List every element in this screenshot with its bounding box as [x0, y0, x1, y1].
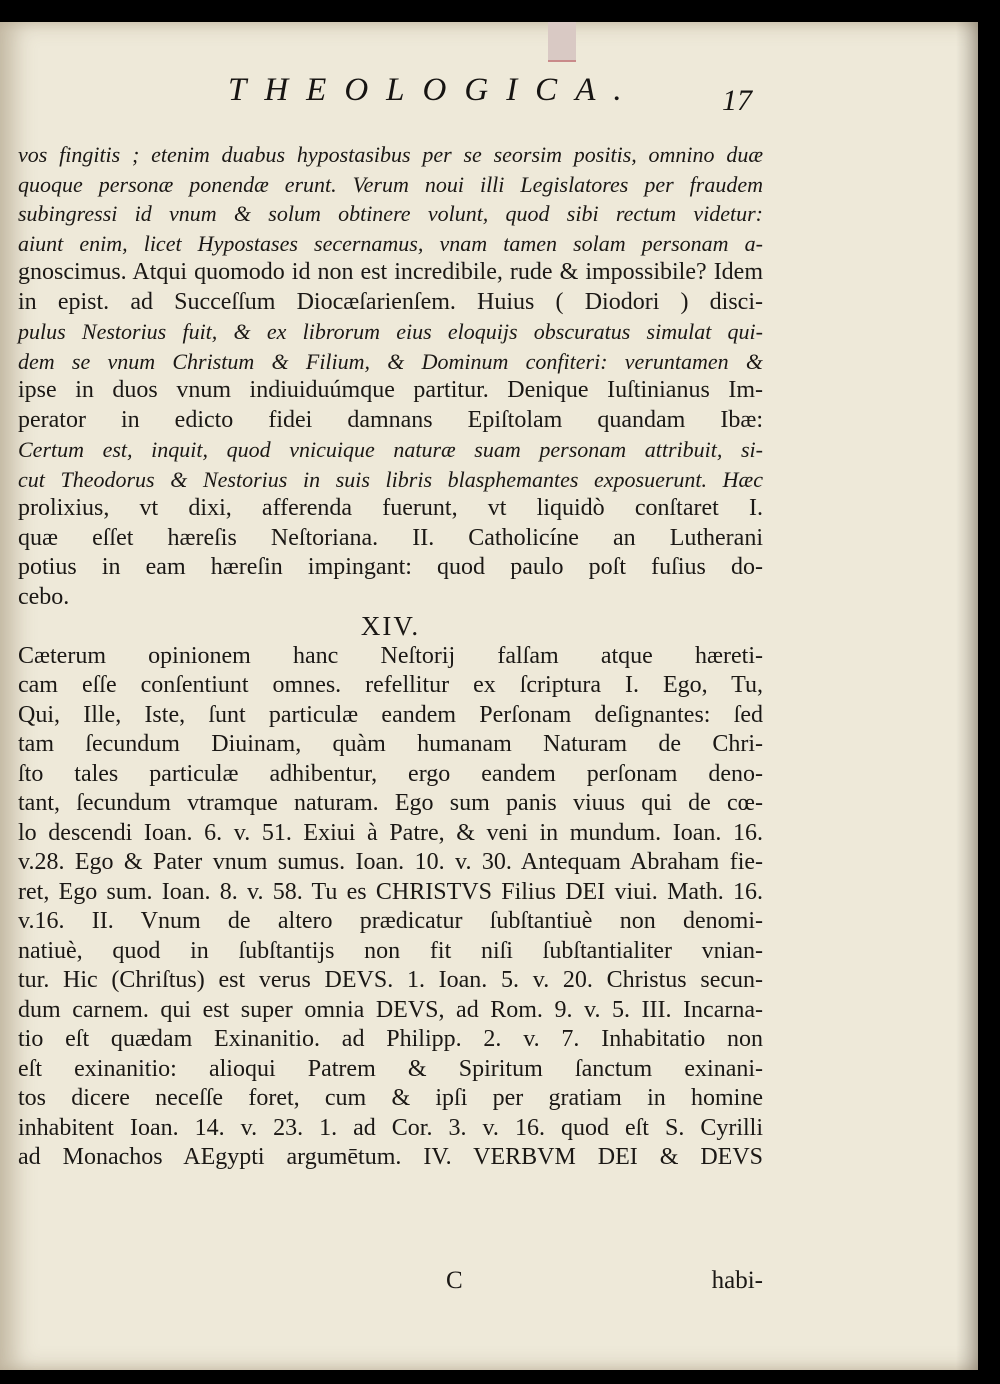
running-head: THEOLOGICA.	[228, 72, 640, 108]
gutter-shadow	[956, 22, 978, 1370]
text-line: tant, ſecundum vtramque naturam. Ego sum panis viuus qui de cœ-	[18, 790, 763, 816]
text-line: Certum est, inquit, quod vnicuique naturæ suam personam attribuit, si-	[18, 437, 763, 462]
text-line: ipse in duos vnum indiuiduúmque partitur. Denique Iuſtinianus Im-	[18, 377, 763, 403]
text-line: subingressi id vnum & solum obtinere volunt, quod sibi rectum videtur:	[18, 201, 763, 226]
text-line: vos fingitis ; etenim duabus hypostasibus per se seorsim positis, omnino duæ	[18, 142, 763, 167]
text-line: aiunt enim, licet Hypostases secernamus, vnam tamen solam personam a-	[18, 230, 763, 256]
text-line: tur. Hic (Chriſtus) est verus DEVS. 1. Ioan. 5. v. 20. Christus secun-	[18, 967, 763, 993]
text-line: tio eſt quædam Exinanitio. ad Philipp. 2. v. 7. Inhabitatio non	[18, 1026, 763, 1052]
text-line: v.28. Ego & Pater vnum sumus. Ioan. 10. v. 30. Antequam Abraham fie-	[18, 849, 763, 875]
text-line: cam eſſe conſentiunt omnes. refellitur ex ſcriptura I. Ego, Tu,	[18, 672, 763, 698]
text-line: Qui, Ille, Iste, ſunt particulæ eandem Perſonam deſignantes: ſed	[18, 701, 763, 728]
text-line: natiuè, quod in ſubſtantijs non fit niſi ſubſtantialiter vnian-	[18, 937, 763, 964]
text-line: quæ eſſet hæreſis Neſtoriana. II. Catholicíne an Lutherani	[18, 524, 763, 551]
text-line: prolixius, vt dixi, afferenda fuerunt, vt liquidò conſtaret I.	[18, 495, 763, 521]
text-line: lo descendi Ioan. 6. v. 51. Exiui à Patre, & veni in mundum. Ioan. 16.	[18, 819, 763, 846]
catchword: habi-	[711, 1267, 763, 1294]
text-line: potius in eam hæreſin impingant: quod paulo poſt fuſius do-	[18, 554, 763, 580]
body-text	[18, 140, 763, 1173]
text-line: perator in edicto fidei damnans Epiſtolam quandam Ibæ:	[18, 406, 763, 433]
page-number: 17	[722, 84, 752, 117]
text-line: ſto tales particulæ adhibentur, ergo eandem perſonam deno-	[18, 760, 763, 787]
text-line: dum carnem. qui est super omnia DEVS, ad Rom. 9. v. 5. III. Incarna-	[18, 996, 763, 1023]
text-line: cut Theodorus & Nestorius in suis libris blasphemantes exposuerunt. Hæc	[18, 466, 763, 492]
text-line: v.16. II. Vnum de altero prædicatur ſubſtantiuè non denomi-	[18, 908, 763, 934]
text-line: gnoscimus. Atqui quomodo id non est incredibile, rude & impossibile? Idem	[18, 259, 763, 285]
text-line: cebo.	[18, 583, 70, 610]
text-line: eſt exinanitio: alioqui Patrem & Spiritum ſanctum exinani-	[18, 1055, 763, 1082]
text-line: in epist. ad Succeſſum Diocæſarienſem. Huius ( Diodori ) disci-	[18, 288, 763, 315]
book-page	[0, 22, 978, 1370]
text-line: dem se vnum Christum & Filium, & Dominum confiteri: veruntamen &	[18, 348, 763, 374]
text-line: quoque personæ ponendæ erunt. Verum noui illi Legislatores per fraudem	[18, 171, 763, 197]
text-line: tam ſecundum Diuinam, quàm humanam Naturam de Chri-	[18, 731, 763, 757]
text-line: ret, Ego sum. Ioan. 8. v. 58. Tu es CHRISTVS Filius DEI viui. Math. 16.	[18, 878, 763, 905]
text-line: pulus Nestorius fuit, & ex librorum eius eloquijs obscuratus simulat qui-	[18, 319, 763, 344]
section-heading: XIV.	[360, 611, 421, 641]
signature-mark: C	[446, 1267, 463, 1294]
page-edge-mark	[548, 22, 576, 62]
text-line: tos dicere neceſſe foret, cum & ipſi per gratiam in homine	[18, 1085, 763, 1111]
text-line: inhabitent Ioan. 14. v. 23. 1. ad Cor. 3. v. 16. quod eſt S. Cyrilli	[18, 1114, 763, 1141]
text-line: ad Monachos AEgypti argumētum. IV. VERBVM DEI & DEVS	[18, 1144, 763, 1170]
text-line: Cæterum opinionem hanc Neſtorij falſam atque hæreti-	[18, 642, 763, 669]
